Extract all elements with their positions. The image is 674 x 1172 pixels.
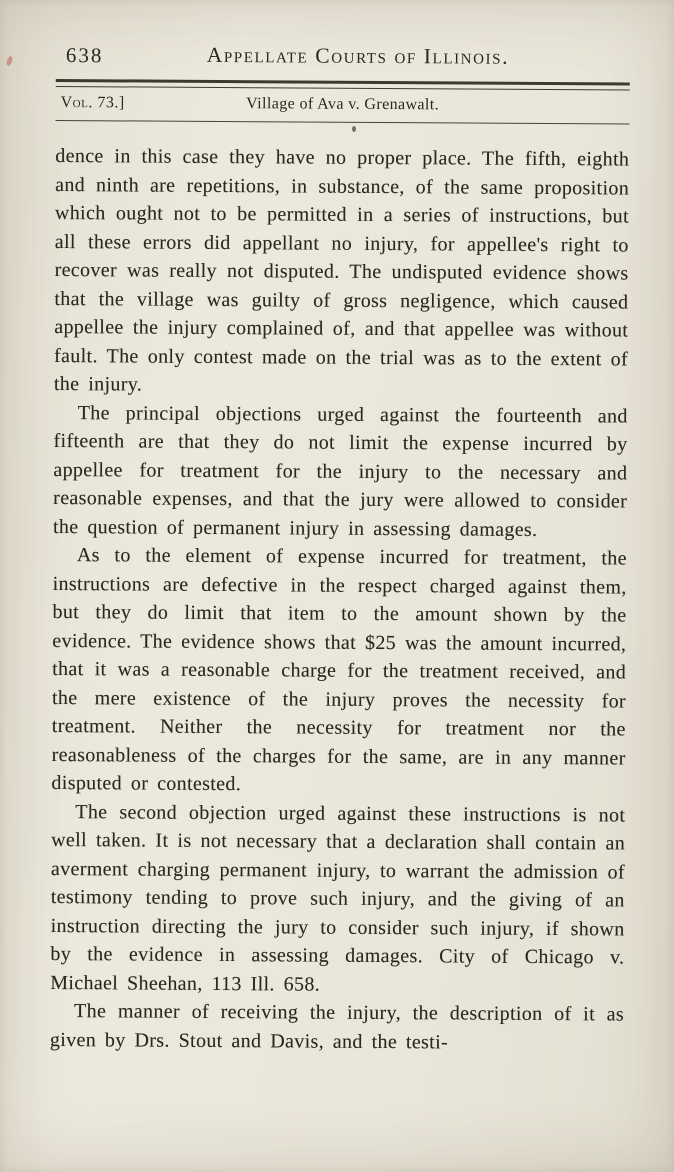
running-title: Appellate Courts of Illinois. bbox=[206, 42, 510, 69]
case-title: Village of Ava v. Grenawalt. bbox=[246, 95, 440, 114]
scan-artifact-speck bbox=[6, 55, 14, 66]
opinion-text bbox=[50, 142, 630, 1057]
page-header bbox=[56, 42, 630, 74]
page-content bbox=[50, 42, 630, 1057]
body-paragraph: dence in this case they have no proper place. The fifth, eighth and ninth are repetitions, in substance, of the same proposition which ought not to be permitted in a series of instructions, but all these errors did appellant no injury, for appellee's right to recover was really not disputed. The undisputed evidence shows that the village was guilty of gross negligence, which caused appellee the injury complained of, and that appellee was without fault. The only contest made on the trial was as to the extent of the injury. bbox=[53, 144, 630, 396]
body-paragraph: As to the element of expense incurred for treatment, the instructions are defective in the respect charged against them, but they do limit that item to the amount shown by the evidence. The evidence shows that $25 was the amount incurred, that it was a reasonable charge for the treatment received, and the mere existence of the injury proves the necessity for treatment. Neither the necessity for treatment nor the reasonableness of the charges for the same, are in any manner disputed or contested. bbox=[51, 544, 627, 796]
double-rule bbox=[56, 79, 630, 91]
body-paragraph: The second objection urged against these instructions is not well taken. It is not necessary that a declaration shall contain an averment charging permanent injury, to warrant the admission of testimony tending to prove such injury, and the giving of an instruction directing the jury to consider such injury, if shown by the evidence in assessing damages. City of Chicago v. Michael Sheehan, 113 Ill. 658. bbox=[50, 800, 626, 996]
body-paragraph: The principal objections urged against the fourteenth and fifteenth are that they do not limit the expense incurred by appellee for treatment for the injury to the necessary and reasonable expenses, and that the jury were allowed to consider the question of permanent injury in assessing damages. bbox=[52, 401, 628, 541]
volume-label: Vol. 73.] bbox=[60, 94, 125, 112]
header-rule bbox=[56, 120, 630, 125]
case-header bbox=[56, 94, 630, 120]
body-paragraph: The manner of receiving the injury, the description of it as given by Drs. Stout and Davis, and the testi- bbox=[49, 1000, 625, 1053]
page-number: 638 bbox=[65, 43, 104, 68]
